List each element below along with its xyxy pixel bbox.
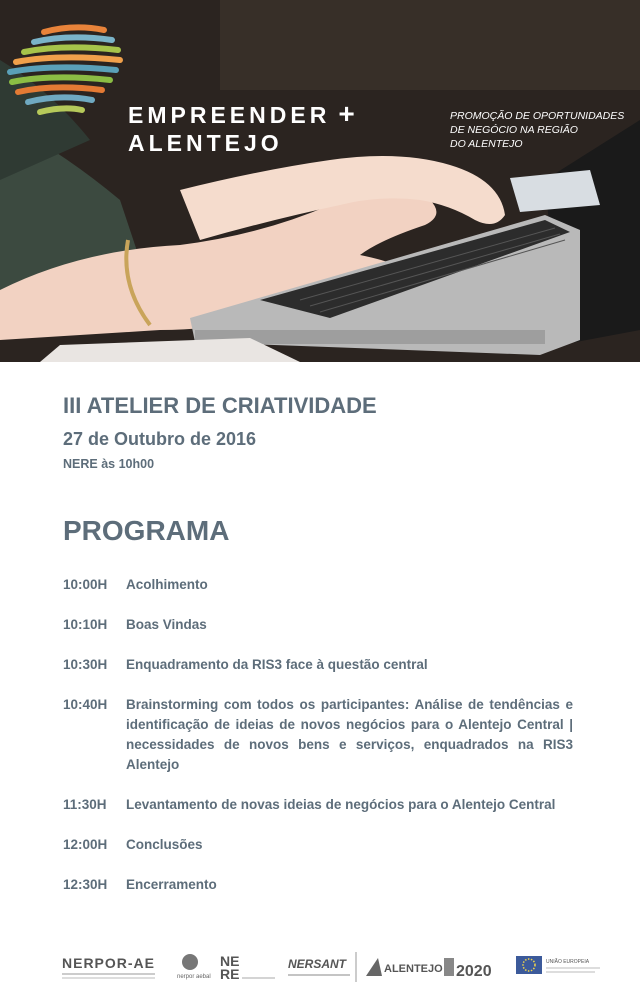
hero-banner — [0, 0, 640, 362]
program-item — [63, 875, 573, 895]
tagline — [450, 109, 630, 151]
nerpor-aebal-logo — [177, 954, 211, 980]
program-time: 10:10H — [63, 617, 108, 632]
event-info — [63, 392, 377, 472]
svg-text:NERSANT: NERSANT — [288, 957, 347, 971]
program-time: 12:00H — [63, 837, 108, 852]
empreender-logo-icon — [4, 18, 129, 128]
program-desc: Encerramento — [126, 877, 217, 892]
program-heading: PROGRAMA — [63, 515, 230, 546]
nerpor-ae-logo — [62, 955, 155, 978]
eu-flag-logo — [516, 956, 600, 974]
svg-text:2020: 2020 — [456, 963, 492, 980]
alentejo-2020-logo — [366, 958, 443, 976]
svg-text:UNIÃO EUROPEIA: UNIÃO EUROPEIA — [546, 959, 590, 965]
program-time: 10:00H — [63, 577, 108, 592]
program-item — [63, 575, 573, 595]
sponsor-logos — [60, 950, 605, 984]
program-item — [63, 835, 573, 855]
svg-text:NERPOR-AE: NERPOR-AE — [62, 955, 156, 971]
tagline-line: DO ALENTEJO — [450, 138, 523, 150]
program-desc: Boas Vindas — [126, 617, 207, 632]
brand-name — [128, 100, 355, 157]
event-title: III ATELIER DE CRIATIVIDADE — [63, 393, 377, 418]
program-desc: Acolhimento — [126, 577, 208, 592]
tagline-line: PROMOÇÃO DE OPORTUNIDADES — [450, 110, 625, 122]
svg-text:ALENTEJO: ALENTEJO — [384, 963, 443, 975]
program-desc: Conclusões — [126, 837, 203, 852]
nere-logo — [220, 953, 275, 982]
program-desc: Levantamento de novas ideias de negócios para o Alentejo Central — [126, 797, 556, 812]
program-item — [63, 655, 573, 675]
svg-text:NE: NE — [220, 953, 240, 969]
svg-text:RE: RE — [220, 966, 240, 982]
program-time: 12:30H — [63, 877, 108, 892]
brand-line2: ALENTEJO — [128, 130, 283, 156]
portugal-2020-logo — [444, 958, 492, 980]
program-time: 10:40H — [63, 697, 108, 712]
brand-plus: + — [338, 98, 355, 129]
program-time: 10:30H — [63, 657, 108, 672]
tagline-line: DE NEGÓCIO NA REGIÃO — [450, 124, 578, 136]
program-item — [63, 795, 573, 815]
program-item — [63, 615, 573, 635]
program-time: 11:30H — [63, 797, 107, 812]
event-date: 27 de Outubro de 2016 — [63, 429, 257, 449]
program-list — [63, 575, 573, 915]
program-item — [63, 695, 573, 775]
program-desc: Enquadramento da RIS3 face à questão central — [126, 657, 428, 672]
program-desc: Brainstorming com todos os participantes: Análise de tendências e identificação de ideias de novos negócios para o Alentejo Central | necessidades de novos bens e serviços, enquadrados na RIS3 Alentejo — [126, 697, 573, 772]
brand-line1: EMPREENDER — [128, 102, 331, 128]
nersant-logo — [288, 957, 350, 975]
svg-text:nerpor aebal: nerpor aebal — [177, 974, 211, 980]
event-place: NERE às 10h00 — [63, 457, 155, 471]
